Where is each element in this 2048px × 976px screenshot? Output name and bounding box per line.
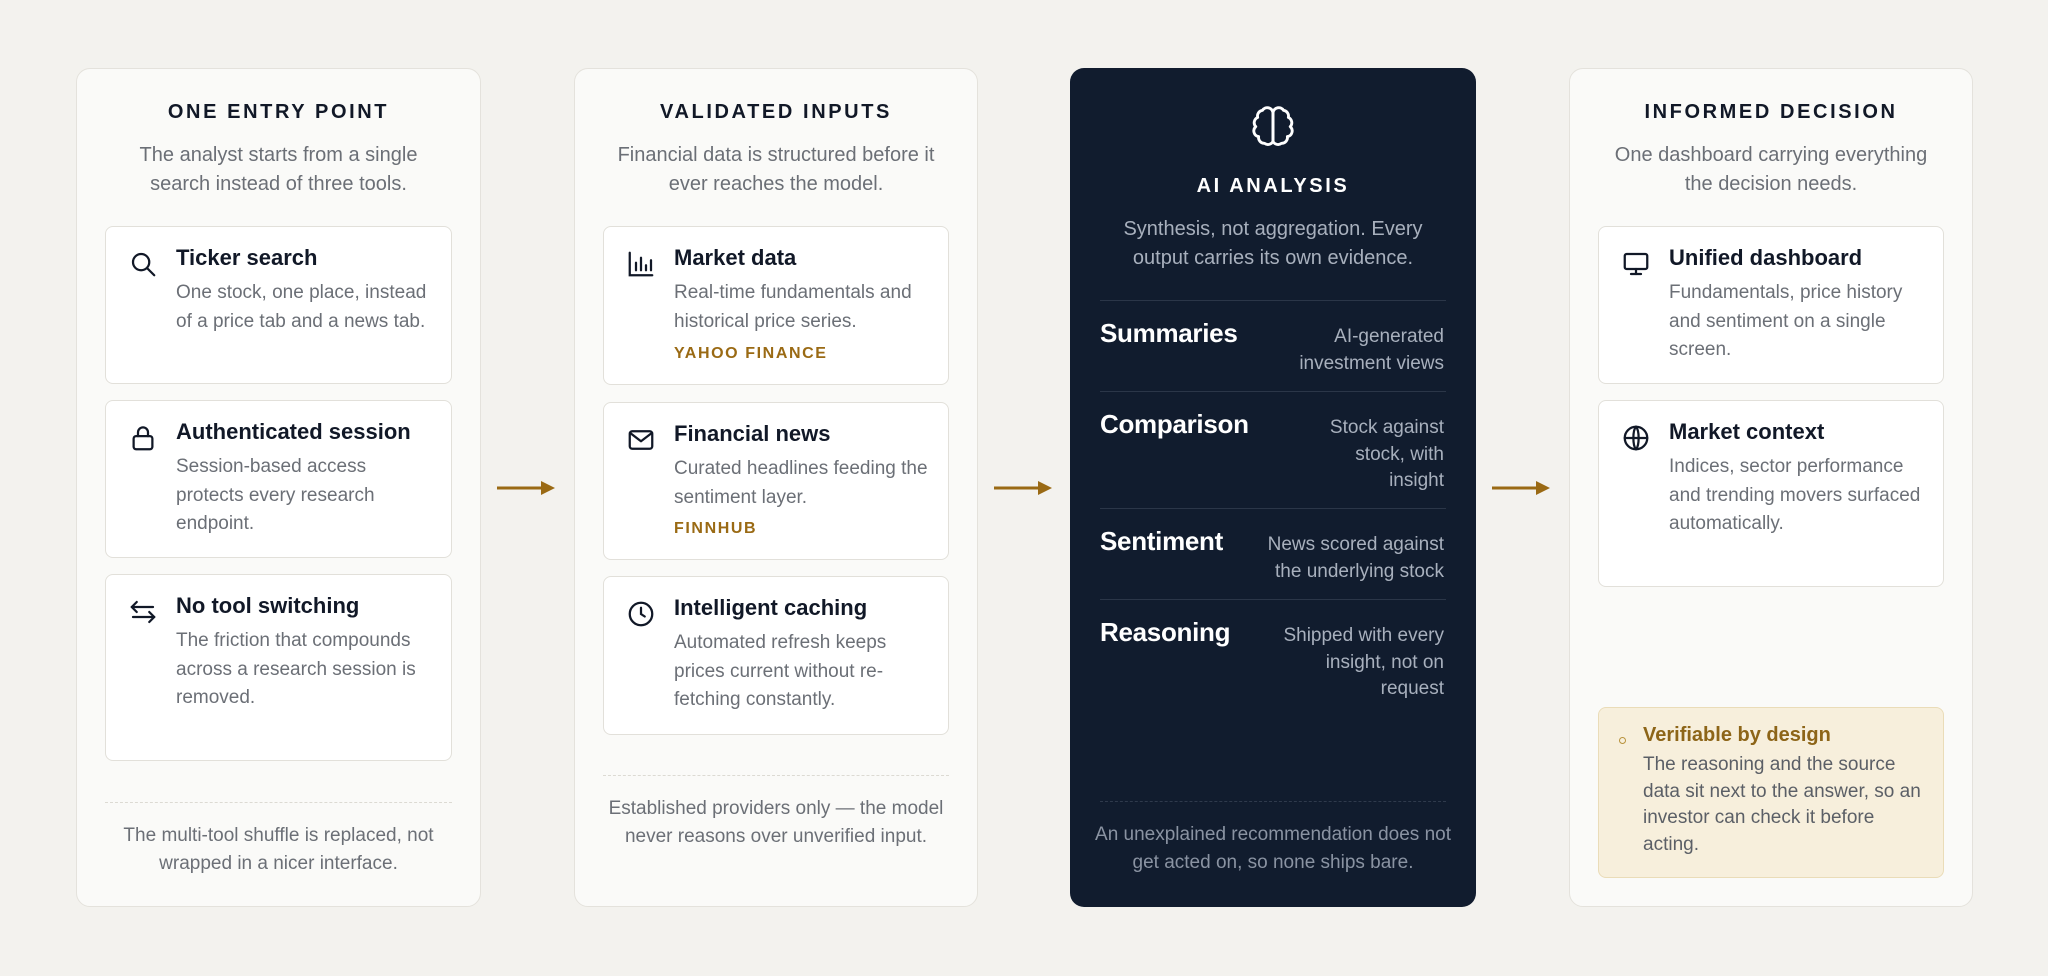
mail-icon	[626, 425, 656, 455]
column-title: AI ANALYSIS	[1196, 175, 1350, 197]
analysis-row-sentiment	[1100, 526, 1444, 596]
analysis-description: News scored against the underlying stock	[1267, 534, 1444, 582]
column-subtitle: One dashboard carrying everything the decision needs.	[1614, 144, 1928, 195]
card-title: Ticker search	[176, 245, 318, 270]
swap-arrows-icon	[128, 597, 158, 627]
divider	[1100, 801, 1446, 802]
flow-arrow-icon	[497, 478, 555, 498]
divider	[105, 802, 452, 803]
analysis-label: Sentiment	[1100, 526, 1223, 556]
card-intelligent-caching	[603, 576, 949, 735]
lock-icon	[128, 423, 158, 453]
brain-icon	[1250, 104, 1296, 150]
card-title: Unified dashboard	[1669, 245, 1863, 270]
card-description: One stock, one place, instead of a price tab and a news tab.	[176, 282, 427, 332]
analysis-description: Shipped with every insight, not on request	[1283, 625, 1444, 699]
card-unified-dashboard	[1598, 226, 1944, 384]
search-icon	[128, 249, 158, 279]
column-subtitle: Financial data is structured before it ever reaches the model.	[617, 144, 935, 195]
card-description: Session-based access protects every research endpoint.	[176, 456, 375, 534]
analysis-label: Summaries	[1100, 318, 1238, 348]
card-description: Curated headlines feeding the sentiment layer.	[674, 458, 928, 508]
card-title: No tool switching	[176, 593, 360, 618]
separator	[1100, 599, 1446, 600]
column-validated-inputs	[574, 68, 978, 907]
card-title: Financial news	[674, 421, 831, 446]
separator	[1100, 508, 1446, 509]
verifiable-callout	[1598, 707, 1944, 878]
bar-chart-icon	[626, 249, 656, 279]
column-informed-decision	[1569, 68, 1973, 907]
card-market-context	[1598, 400, 1944, 587]
analysis-row-reasoning	[1100, 617, 1444, 707]
separator	[1100, 300, 1446, 301]
card-authenticated-session	[105, 400, 452, 558]
globe-icon	[1621, 423, 1651, 453]
analysis-description: AI-generated investment views	[1299, 326, 1444, 374]
column-footer: The multi-tool shuffle is replaced, not wrapped in a nicer interface.	[123, 825, 434, 874]
card-title: Authenticated session	[176, 419, 411, 444]
column-subtitle: The analyst starts from a single search instead of three tools.	[139, 144, 418, 195]
column-ai-analysis	[1070, 68, 1476, 907]
flow-arrow-icon	[1492, 478, 1550, 498]
card-title: Market data	[674, 245, 797, 270]
card-market-data	[603, 226, 949, 385]
card-financial-news	[603, 402, 949, 560]
column-subtitle: Synthesis, not aggregation. Every output carries its own evidence.	[1123, 218, 1423, 269]
source-tag: FINNHUB	[674, 520, 758, 537]
monitor-icon	[1621, 249, 1651, 279]
analysis-row-summaries	[1100, 318, 1444, 388]
analysis-row-comparison	[1100, 409, 1444, 499]
source-tag: YAHOO FINANCE	[674, 345, 828, 362]
column-title: INFORMED DECISION	[1644, 101, 1898, 123]
flow-arrow-icon	[994, 478, 1052, 498]
separator	[1100, 391, 1446, 392]
divider	[603, 775, 949, 776]
card-description: The friction that compounds across a research session is removed.	[176, 630, 416, 708]
column-footer: An unexplained recommendation does not get acted on, so none ships bare.	[1095, 824, 1451, 873]
column-one-entry-point	[76, 68, 481, 907]
clock-icon	[626, 599, 656, 629]
column-footer: Established providers only — the model never reasons over unverified input.	[608, 798, 944, 847]
card-description: Real-time fundamentals and historical price series.	[674, 282, 912, 332]
card-title: Intelligent caching	[674, 595, 868, 620]
analysis-description: Stock against stock, with insight	[1329, 417, 1444, 491]
callout-description: The reasoning and the source data sit next to the answer, so an investor can check it before acting.	[1643, 754, 1921, 855]
column-title: ONE ENTRY POINT	[167, 101, 390, 123]
card-ticker-search	[105, 226, 452, 384]
card-no-tool-switching	[105, 574, 452, 761]
card-description: Indices, sector performance and trending movers surfaced automatically.	[1669, 456, 1921, 534]
analysis-label: Reasoning	[1100, 617, 1231, 647]
analysis-label: Comparison	[1100, 409, 1249, 439]
card-description: Fundamentals, price history and sentiment on a single screen.	[1669, 282, 1903, 360]
bullet-dot-icon	[1619, 737, 1626, 744]
column-title: VALIDATED INPUTS	[660, 101, 892, 123]
card-title: Market context	[1669, 419, 1825, 444]
callout-title: Verifiable by design	[1643, 724, 1831, 746]
card-description: Automated refresh keeps prices current without re-fetching constantly.	[674, 632, 887, 710]
